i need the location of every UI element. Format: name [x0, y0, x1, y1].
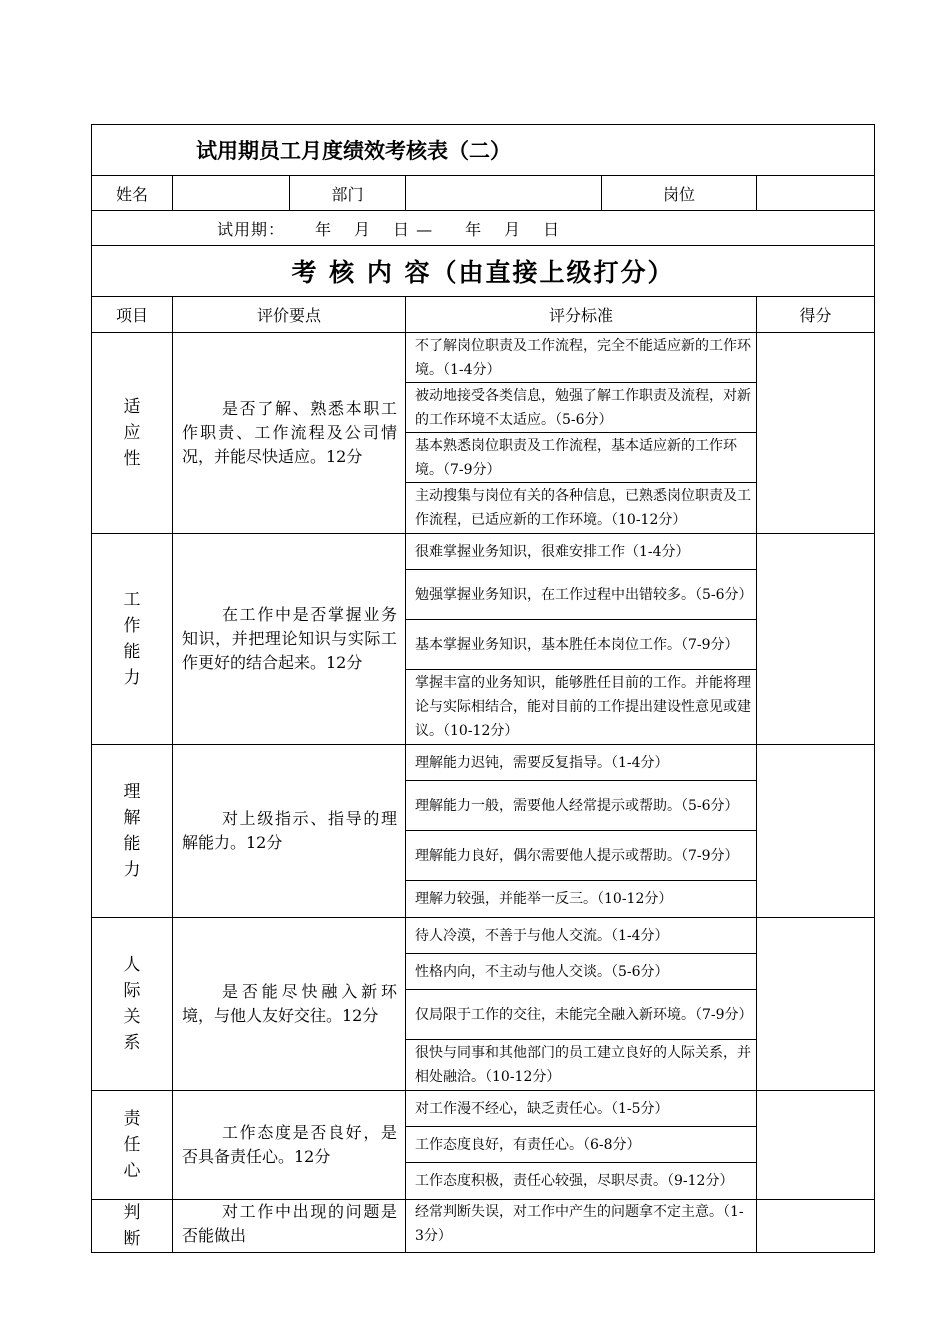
- scoring-standard: [406, 918, 756, 954]
- scoring-standard-text: 待人冷漠，不善于与他人交流。（1-4分）: [415, 927, 669, 944]
- scoring-standard-text: 工作态度积极，责任心较强，尽职尽责。（9-12分）: [415, 1173, 734, 1189]
- period-year1: 年: [315, 219, 333, 239]
- item-name: [92, 918, 173, 1091]
- criteria-row: [92, 918, 875, 1091]
- scoring-standard: [406, 670, 756, 744]
- scoring-standard-text: 理解能力良好，偶尔需要他人提示或帮助。（7-9分）: [415, 847, 739, 864]
- item-name: [92, 745, 173, 918]
- appraisal-table: [91, 124, 875, 1253]
- post-label: 岗位: [602, 176, 757, 211]
- scoring-standard-text: 基本掌握业务知识，基本胜任本岗位工作。（7-9分）: [415, 636, 739, 653]
- item-char: 心: [123, 1161, 141, 1181]
- criteria-row: [92, 333, 875, 534]
- scoring-standard-text: 主动搜集与岗位有关的各种信息，已熟悉岗位职责及工作流程，已适应新的工作环境。（10-12分）: [415, 488, 751, 528]
- item-char: 断: [123, 1229, 141, 1249]
- scoring-standard-text: 工作态度良好，有责任心。（6-8分）: [415, 1136, 641, 1153]
- scoring-standard: [406, 1040, 756, 1090]
- scoring-standard-text: 性格内向，不主动与他人交谈。（5-6分）: [415, 963, 669, 980]
- standards-cell: [406, 333, 757, 534]
- scoring-standard: [406, 1091, 756, 1127]
- appraisal-form: [91, 124, 874, 1253]
- scoring-standard-text: 对工作漫不经心，缺乏责任心。（1-5分）: [415, 1100, 669, 1117]
- scoring-standard-text: 理解力较强，并能举一反三。（10-12分）: [415, 891, 673, 907]
- scoring-standard-text: 理解能力迟钝，需要反复指导。（1-4分）: [415, 754, 669, 771]
- item-char: 力: [123, 860, 141, 880]
- item-char: 关: [123, 1007, 141, 1027]
- scoring-standard-text: 不了解岗位职责及工作流程，完全不能适应新的工作环境。（1-4分）: [415, 337, 751, 378]
- criteria-row: [92, 745, 875, 918]
- score-field[interactable]: [757, 1200, 875, 1253]
- scoring-standard-text: 掌握丰富的业务知识，能够胜任目前的工作。并能将理论与实际相结合，能对目前的工作提出建设性意见或建议。（10-12分）: [415, 675, 751, 739]
- form-title: 试用期员工月度绩效考核表（二）: [92, 125, 875, 176]
- item-char: 能: [123, 834, 141, 854]
- standards-cell: [406, 745, 757, 918]
- item-char: 理: [123, 782, 141, 802]
- item-name: [92, 1091, 173, 1200]
- item-name: [92, 333, 173, 534]
- period-day1: 日 —: [393, 219, 434, 239]
- scoring-standard: [406, 570, 756, 620]
- header-row: [92, 297, 875, 333]
- scoring-standard-text: 很难掌握业务知识，很难安排工作（1-4分）: [415, 543, 690, 560]
- name-label: 姓名: [92, 176, 173, 211]
- item-char: 责: [123, 1109, 141, 1129]
- item-char: 任: [123, 1135, 141, 1155]
- item-char: 力: [123, 668, 141, 688]
- item-char: 解: [123, 808, 141, 828]
- scoring-standard-text: 勉强掌握业务知识，在工作过程中出错较多。（5-6分）: [415, 586, 753, 603]
- standards-cell: [406, 1200, 757, 1253]
- standards-cell: [406, 918, 757, 1091]
- scoring-standard: [406, 990, 756, 1040]
- period-month2: 月: [504, 219, 522, 239]
- scoring-standard: [406, 333, 756, 383]
- item-char: 判: [123, 1203, 141, 1223]
- scoring-standard: [406, 1163, 756, 1199]
- item-char: 性: [123, 449, 141, 469]
- header-item: 项目: [92, 297, 173, 333]
- scoring-standard: [406, 1200, 756, 1248]
- period-day2: 日: [543, 219, 561, 239]
- period-year2: 年: [465, 219, 483, 239]
- scoring-standard: [406, 383, 756, 433]
- scoring-standard: [406, 745, 756, 781]
- criteria-rows: [92, 333, 875, 1253]
- item-char: 际: [123, 981, 141, 1001]
- scoring-standard: [406, 954, 756, 990]
- criteria-row: [92, 1200, 875, 1253]
- standards-cell: [406, 534, 757, 745]
- header-standard: 评分标准: [406, 297, 757, 333]
- item-char: 人: [123, 955, 141, 975]
- item-name: [92, 534, 173, 745]
- criteria-row: [92, 534, 875, 745]
- item-char: 工: [123, 590, 141, 610]
- header-score: 得分: [757, 297, 875, 333]
- name-field[interactable]: [173, 176, 290, 211]
- period-month1: 月: [354, 219, 372, 239]
- criteria-row: [92, 1091, 875, 1200]
- evaluation-point: 是否了解、熟悉本职工作职责、工作流程及公司情况，并能尽快适应。12分: [173, 333, 406, 534]
- dept-label: 部门: [290, 176, 406, 211]
- score-field[interactable]: [757, 745, 875, 918]
- score-field[interactable]: [757, 1091, 875, 1200]
- score-field[interactable]: [757, 534, 875, 745]
- item-name: [92, 1200, 173, 1253]
- item-char: 应: [123, 423, 141, 443]
- scoring-standard: [406, 781, 756, 831]
- scoring-standard-text: 理解能力一般，需要他人经常提示或帮助。（5-6分）: [415, 797, 739, 814]
- item-char: 能: [123, 642, 141, 662]
- scoring-standard-text: 基本熟悉岗位职责及工作流程，基本适应新的工作环境。（7-9分）: [415, 437, 737, 478]
- evaluation-point: 在工作中是否掌握业务知识，并把理论知识与实际工作更好的结合起来。12分: [173, 534, 406, 745]
- scoring-standard: [406, 620, 756, 670]
- header-point: 评价要点: [173, 297, 406, 333]
- evaluation-point: 是否能尽快融入新环境，与他人友好交往。12分: [173, 918, 406, 1091]
- evaluation-point: 对工作中出现的问题是否能做出: [173, 1200, 406, 1253]
- trial-period-label: 试用期：: [217, 219, 286, 239]
- score-field[interactable]: [757, 918, 875, 1091]
- scoring-standard-text: 被动地接受各类信息，勉强了解工作职责及流程，对新的工作环境不太适应。（5-6分）: [415, 387, 751, 428]
- item-char: 作: [123, 616, 141, 636]
- scoring-standard-text: 很快与同事和其他部门的员工建立良好的人际关系，并相处融洽。（10-12分）: [415, 1045, 751, 1085]
- evaluation-point: 工作态度是否良好，是否具备责任心。12分: [173, 1091, 406, 1200]
- section-title: 考 核 内 容（由直接上级打分）: [92, 246, 875, 297]
- post-field[interactable]: [757, 176, 875, 211]
- scoring-standard: [406, 881, 756, 917]
- info-row: [92, 176, 875, 211]
- standards-cell: [406, 1091, 757, 1200]
- trial-period-row[interactable]: [92, 211, 875, 246]
- item-char: 适: [123, 397, 141, 417]
- score-field[interactable]: [757, 333, 875, 534]
- item-char: 系: [123, 1033, 141, 1053]
- scoring-standard: [406, 534, 756, 570]
- scoring-standard: [406, 483, 756, 533]
- scoring-standard-text: 经常判断失误，对工作中产生的问题拿不定主意。（1-3分）: [415, 1204, 744, 1244]
- scoring-standard: [406, 433, 756, 483]
- evaluation-point: 对上级指示、指导的理解能力。12分: [173, 745, 406, 918]
- dept-field[interactable]: [406, 176, 602, 211]
- scoring-standard-text: 仅局限于工作的交往，未能完全融入新环境。（7-9分）: [415, 1006, 753, 1023]
- scoring-standard: [406, 1127, 756, 1163]
- scoring-standard: [406, 831, 756, 881]
